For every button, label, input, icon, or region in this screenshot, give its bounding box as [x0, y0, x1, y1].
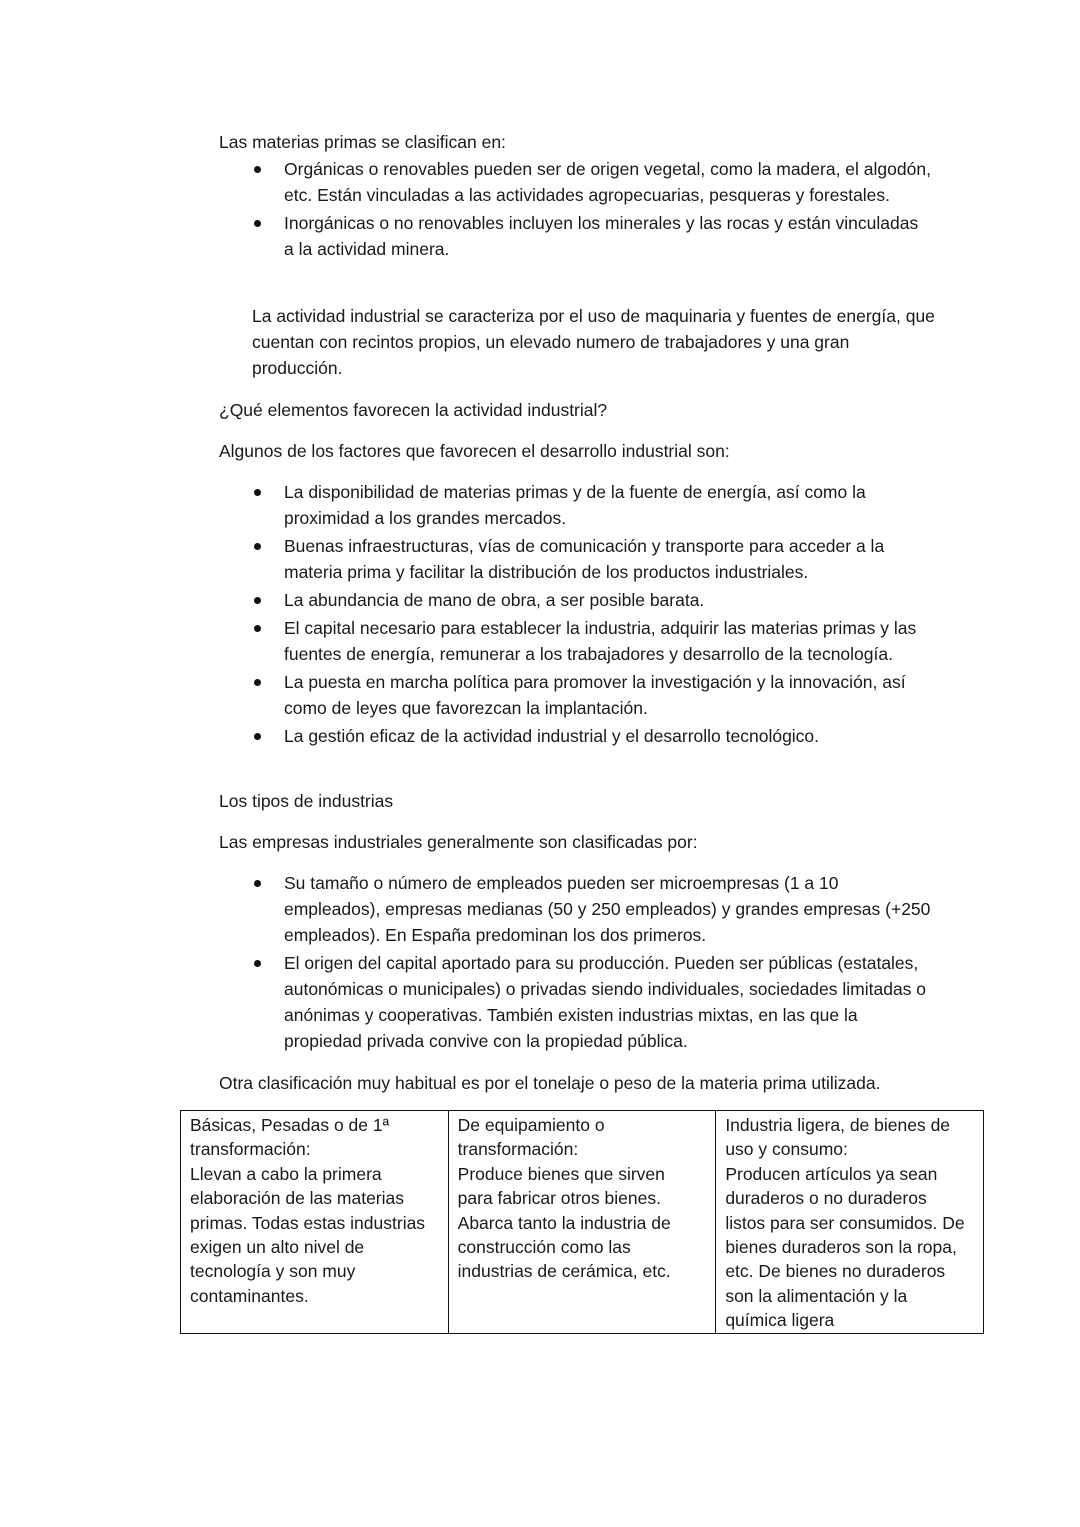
raw-materials-intro: Las materias primas se clasifican en: — [219, 132, 506, 152]
cell-body-line: elaboración de las materias — [190, 1188, 405, 1209]
list-item: La abundancia de mano de obra, a ser posible barata. — [252, 587, 932, 613]
cell-body-line: química ligera — [725, 1310, 835, 1331]
list-item: La disponibilidad de materias primas y de la fuente de energía, así como la proximidad a los grandes mercados. — [252, 479, 932, 531]
industrial-activity-paragraph: La actividad industrial se caracteriza por el uso de maquinaria y fuentes de energía, que cuentan con recintos propios, un elevado numero de trabajadores y una gran producción. — [252, 306, 935, 378]
cell-body-line: Produce bienes que sirven — [457, 1163, 665, 1184]
table-row — [181, 1111, 984, 1334]
cell-body-line: son la alimentación y la — [725, 1285, 908, 1306]
cell-title-line: De equipamiento o — [457, 1115, 605, 1135]
cell-title-line: uso y consumo: — [725, 1139, 848, 1160]
list-item: El capital necesario para establecer la industria, adquirir las materias primas y las fuentes de energía, remunerar a los trabajadores y desarrollo de la tecnología. — [252, 615, 932, 667]
list-item: La gestión eficaz de la actividad industrial y el desarrollo tecnológico. — [252, 723, 932, 749]
table-cell-light-industry — [716, 1111, 984, 1334]
list-item: Orgánicas o renovables pueden ser de origen vegetal, como la madera, el algodón, etc. Están vinculadas a las actividades agropecuarias, pesqueras y forestales. — [252, 156, 932, 208]
cell-body-line: primas. Todas estas industrias — [190, 1212, 426, 1233]
industry-types-list — [252, 870, 932, 1054]
table-cell-equipment-industry — [448, 1111, 716, 1334]
cell-body-line: Abarca tanto la industria de — [457, 1212, 671, 1233]
factors-list — [252, 479, 932, 749]
cell-body-line: Producen artículos ya sean — [725, 1163, 938, 1184]
list-item: Buenas infraestructuras, vías de comunicación y transporte para acceder a la materia prima y facilitar la distribución de los productos industriales. — [252, 533, 932, 585]
cell-body-line: bienes duraderos son la ropa, — [725, 1237, 957, 1258]
cell-title-line: transformación: — [190, 1139, 311, 1160]
cell-body-line: listos para ser consumidos. De — [725, 1212, 965, 1233]
list-item: Inorgánicas o no renovables incluyen los minerales y las rocas y están vinculadas a la actividad minera. — [252, 210, 932, 262]
cell-body-line: contaminantes. — [190, 1285, 309, 1306]
cell-body-line: tecnología y son muy — [190, 1261, 356, 1282]
industry-types-heading: Los tipos de industrias — [219, 791, 394, 811]
cell-title-line: transformación: — [457, 1139, 579, 1160]
cell-title-line: Industria ligera, de bienes de — [725, 1115, 951, 1135]
cell-body-line: etc. De bienes no duraderos — [725, 1261, 946, 1282]
factors-intro: Algunos de los factores que favorecen el desarrollo industrial son: — [219, 441, 730, 461]
raw-materials-list — [252, 156, 932, 262]
cell-title-line: Básicas, Pesadas o de 1ª — [190, 1115, 390, 1135]
factors-question: ¿Qué elementos favorecen la actividad industrial? — [219, 400, 608, 420]
table-cell-heavy-industry — [181, 1111, 449, 1334]
other-classification-paragraph: Otra clasificación muy habitual es por el tonelaje o peso de la materia prima utilizada. — [219, 1073, 881, 1093]
cell-body-line: construcción como las — [457, 1237, 631, 1258]
industry-types-table — [180, 1110, 984, 1334]
list-item: La puesta en marcha política para promover la investigación y la innovación, así como de leyes que favorezcan la implantación. — [252, 669, 932, 721]
cell-body-line: exigen un alto nivel de — [190, 1237, 365, 1258]
cell-body-line: duraderos o no duraderos — [725, 1188, 927, 1209]
cell-body-line: industrias de cerámica, etc. — [457, 1261, 671, 1282]
list-item: Su tamaño o número de empleados pueden ser microempresas (1 a 10 empleados), empresas medianas (50 y 250 empleados) y grandes empresas (+250 empleados). En España predominan los dos primeros. — [252, 870, 932, 948]
industry-types-intro: Las empresas industriales generalmente son clasificadas por: — [219, 832, 698, 852]
list-item: El origen del capital aportado para su producción. Pueden ser públicas (estatales, autonómicas o municipales) o privadas siendo individuales, sociedades limitadas o anónimas y cooperativas. También existen industrias mixtas, en las que la propiedad privada convive con la propiedad pública. — [252, 950, 932, 1054]
cell-body-line: para fabricar otros bienes. — [457, 1188, 661, 1209]
cell-body-line: Llevan a cabo la primera — [190, 1163, 382, 1184]
